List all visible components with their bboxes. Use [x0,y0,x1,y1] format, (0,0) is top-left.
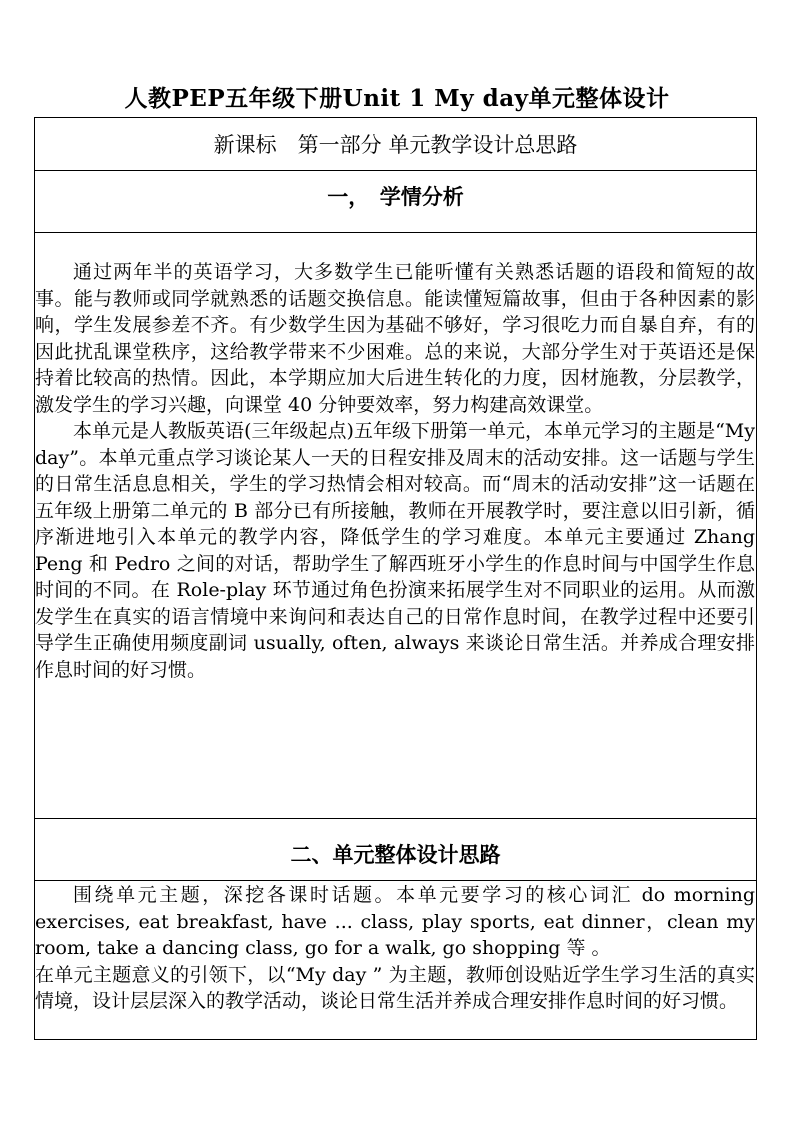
section2-paragraph: 在单元主题意义的引领下，以“My day ” 为主题，教师创设贴近学生学习生活的真实情境，设计层层深入的教学活动，谈论日常生活并养成合理安排作息时间的好习惯。 [35,963,755,1012]
row-divider [35,170,756,171]
row-divider [35,232,756,233]
section2-paragraph: 围绕单元主题，深挖各课时话题。本单元要学习的核心词汇 do morning exercises, eat breakfast, have ... class, play sports, eat dinner，clean my room, take a dancing class, go for a walk, go shopping 等 。 [35,884,755,959]
design-table [34,117,757,1040]
header-row-label: 新课标 第一部分 单元教学设计总思路 [213,133,578,157]
section1-body [35,259,755,683]
section2-body [35,882,755,1015]
document-title: 人教PEP五年级下册Unit 1 My day单元整体设计 [124,85,670,112]
row-divider [35,818,756,819]
section1-heading: 一， 学情分析 [327,184,464,209]
section1-paragraph: 本单元是人教版英语(三年级起点)五年级下册第一单元，本单元学习的主题是“My day”。本单元重点学习谈论某人一天的日程安排及周末的活动安排。这一话题与学生的日常生活息息相关，学生的学习热情会相对较高。而“周末的活动安排”这一话题在五年级上册第二单元的 B 部分已有所接触，教师在开展教学时，要注意以旧引新，循序渐进地引入本单元的教学内容，降低学生的学习难度。本单元主要通过 Zhang Peng 和 Pedro 之间的对话，帮助学生了解西班牙小学生的作息时间与中国学生作息时间的不同。在 Role-play 环节通过角色扮演来拓展学生对不同职业的运用。从而激发学生在真实的语言情境中来询问和表达自己的日常作息时间，在教学过程中还要引导学生正确使用频度副词 usually, often, always 来谈论日常生活。并养成合理安排作息时间的好习惯。 [35,420,755,681]
row-divider [35,880,756,881]
section1-paragraph: 通过两年半的英语学习，大多数学生已能听懂有关熟悉话题的语段和简短的故事。能与教师或同学就熟悉的话题交换信息。能读懂短篇故事，但由于各种因素的影响，学生发展参差不齐。有少数学生因为基础不够好，学习很吃力而自暴自弃，有的因此扰乱课堂秩序，这给教学带来不少困难。总的来说，大部分学生对于英语还是保持着比较高的热情。因此，本学期应加大后进生转化的力度，因材施教，分层教学，激发学生的学习兴趣，向课堂 40 分钟要效率，努力构建高效课堂。 [35,261,755,416]
section2-heading: 二、单元整体设计思路 [290,842,501,867]
